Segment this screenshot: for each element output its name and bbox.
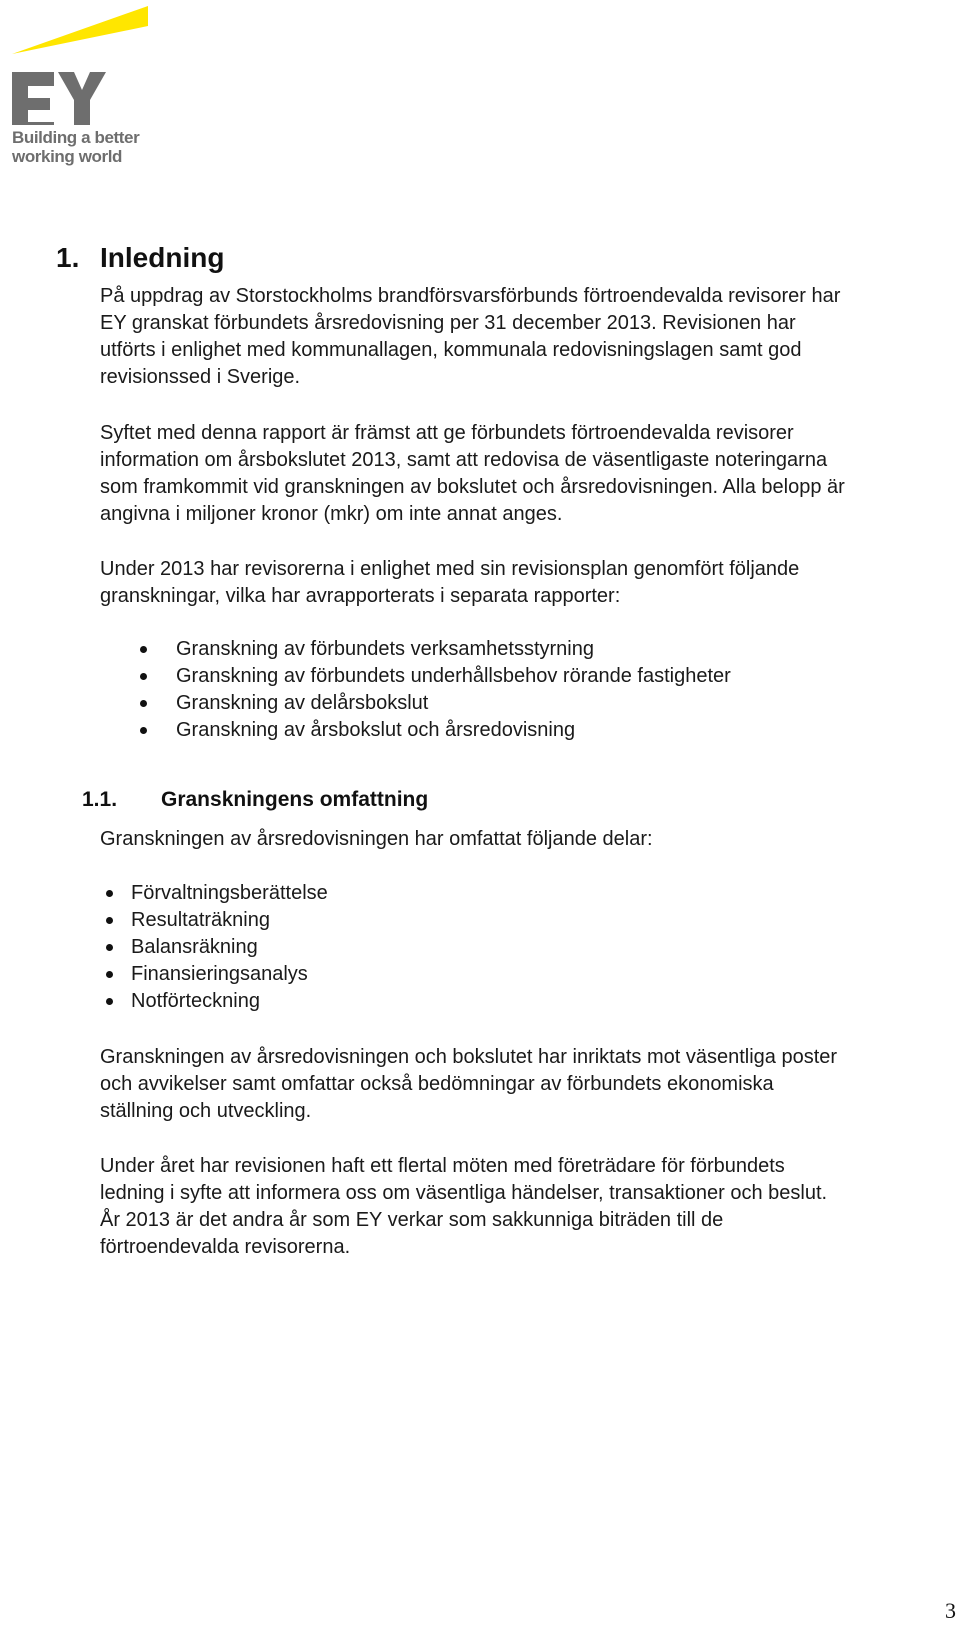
- section-heading-inledning: [56, 240, 224, 276]
- bullet-icon: [140, 673, 147, 680]
- bullet-icon: [140, 700, 147, 707]
- list-item: Granskning av förbundets underhållsbehov rörande fastigheter: [176, 663, 731, 690]
- page-number: 3: [945, 1598, 956, 1623]
- paragraph-line: ledning i syfte att informera oss om väsentliga händelser, transaktioner och beslut.: [100, 1182, 828, 1204]
- scope-intro: [100, 826, 960, 853]
- bullet-icon: [140, 646, 147, 653]
- section-title: Inledning: [100, 242, 225, 273]
- section-number: 1.: [56, 242, 80, 273]
- paragraph-line: granskningar, vilka har avrapporterats i separata rapporter:: [100, 585, 621, 607]
- paragraph-line: och avvikelser samt omfattar också bedömningar av förbundets ekonomiska: [100, 1073, 774, 1095]
- logo-tagline-line-1: Building a better: [12, 128, 140, 147]
- meetings-paragraph: [100, 1153, 960, 1261]
- purpose-paragraph: [100, 420, 960, 528]
- logo-tagline: [12, 128, 139, 166]
- paragraph-line: som framkommit vid granskningen av bokslutet och årsredovisningen. Alla belopp är: [100, 476, 845, 498]
- bullet-icon: [106, 890, 113, 897]
- paragraph-line: ställning och utveckling.: [100, 1100, 312, 1122]
- paragraph-line: Granskningen av årsredovisningen och bokslutet har inriktats mot väsentliga poster: [100, 1046, 838, 1068]
- logo-beam: [12, 6, 148, 54]
- paragraph-line: Under året har revisionen haft ett flertal möten med företrädare för förbundets: [100, 1155, 785, 1177]
- reviews-list: [176, 636, 731, 744]
- section-title: Granskningens omfattning: [161, 788, 429, 811]
- list-item: Resultaträkning: [131, 907, 328, 934]
- paragraph-line: revisionssed i Sverige.: [100, 366, 301, 388]
- logo-tagline-line-2: working world: [12, 147, 123, 166]
- reviews-paragraph: [100, 556, 960, 610]
- bullet-icon: [106, 998, 113, 1005]
- paragraph-line: Granskningen av årsredovisningen har omfattat följande delar:: [100, 828, 653, 850]
- paragraph-line: förtroendevalda revisorerna.: [100, 1236, 351, 1258]
- paragraph-line: År 2013 är det andra år som EY verkar som sakkunniga biträden till de: [100, 1209, 724, 1231]
- paragraph-line: utförts i enlighet med kommunallagen, kommunala redovisningslagen samt god: [100, 339, 802, 361]
- logo-letter-e: [12, 72, 54, 125]
- list-item: Balansräkning: [131, 934, 328, 961]
- paragraph-line: På uppdrag av Storstockholms brandförsvarsförbunds förtroendevalda revisorer har: [100, 285, 841, 307]
- section-heading-granskningens-omfattning: [82, 786, 428, 814]
- intro-paragraph: [100, 283, 960, 391]
- paragraph-line: angivna i miljoner kronor (mkr) om inte annat anges.: [100, 503, 563, 525]
- list-item: Finansieringsanalys: [131, 961, 328, 988]
- ey-logo-mark: [10, 4, 160, 129]
- bullet-icon: [106, 917, 113, 924]
- paragraph-line: information om årsbokslutet 2013, samt att redovisa de väsentligaste noteringarna: [100, 449, 828, 471]
- focus-paragraph: [100, 1044, 960, 1125]
- list-item: Granskning av delårsbokslut: [176, 690, 731, 717]
- paragraph-line: Under 2013 har revisorerna i enlighet med sin revisionsplan genomfört följande: [100, 558, 800, 580]
- list-item: Granskning av förbundets verksamhetsstyrning: [176, 636, 731, 663]
- bullet-icon: [140, 727, 147, 734]
- scope-list: [131, 880, 328, 1015]
- bullet-icon: [106, 944, 113, 951]
- paragraph-line: EY granskat förbundets årsredovisning per 31 december 2013. Revisionen har: [100, 312, 796, 334]
- list-item: Notförteckning: [131, 988, 328, 1015]
- list-item: Granskning av årsbokslut och årsredovisning: [176, 717, 731, 744]
- bullet-icon: [106, 971, 113, 978]
- paragraph-line: Syftet med denna rapport är främst att ge förbundets förtroendevalda revisorer: [100, 422, 794, 444]
- section-number: 1.1.: [82, 788, 118, 811]
- list-item: Förvaltningsberättelse: [131, 880, 328, 907]
- logo-letter-y: [58, 72, 106, 125]
